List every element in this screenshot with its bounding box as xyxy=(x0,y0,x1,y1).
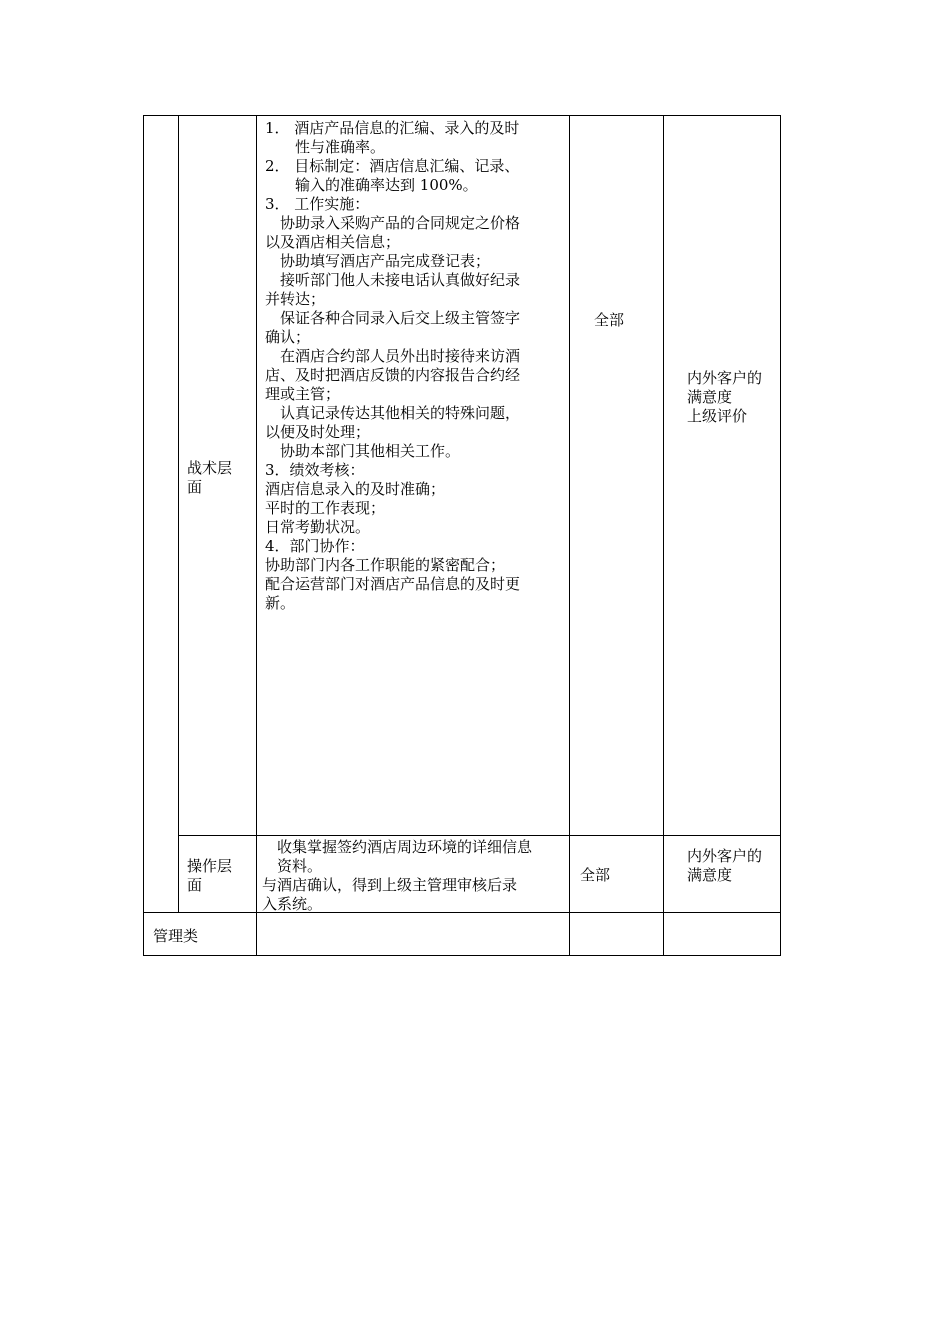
evaluation-line: 上级评价 xyxy=(687,407,748,425)
tactical-label xyxy=(187,459,232,497)
content-line: 以及酒店相关信息； xyxy=(265,233,401,251)
evaluation-line: 内外客户的 xyxy=(687,369,763,387)
col-divider-content-scope xyxy=(569,115,570,956)
content-line: 在酒店合约部人员外出时接待来访酒 xyxy=(265,347,521,365)
content-line: 认真记录传达其他相关的特殊问题， xyxy=(265,404,521,422)
content-line: 接听部门他人未接电话认真做好纪录 xyxy=(265,271,521,289)
content-line: 协助部门内各工作职能的紧密配合； xyxy=(265,556,506,574)
content-line: 3．绩效考核： xyxy=(265,461,365,479)
operational-content xyxy=(262,838,532,914)
content-line: 资料。 xyxy=(262,857,323,875)
content-line: 1． 酒店产品信息的汇编、录入的及时 xyxy=(265,119,520,137)
operational-scope: 全部 xyxy=(580,866,611,884)
evaluation-line: 满意度 xyxy=(687,866,733,884)
content-line: 酒店信息录入的及时准确； xyxy=(265,480,446,498)
content-line: 以便及时处理； xyxy=(265,423,371,441)
content-line: 店、及时把酒店反馈的内容报告合约经 xyxy=(265,366,521,384)
col-divider-scope-evaluation xyxy=(663,115,664,956)
operational-label xyxy=(187,857,232,895)
content-line: 保证各种合同录入后交上级主管签字 xyxy=(265,309,521,327)
operational-label-line: 面 xyxy=(187,876,203,894)
content-line: 收集掌握签约酒店周边环境的详细信息 xyxy=(262,838,533,856)
col-divider-group-sublabel xyxy=(178,115,179,913)
content-line: 平时的工作表现； xyxy=(265,499,386,517)
table-border-left xyxy=(143,115,144,956)
content-line: 日常考勤状况。 xyxy=(265,518,371,536)
content-line: 协助填写酒店产品完成登记表； xyxy=(265,252,491,270)
content-line: 理或主管； xyxy=(265,385,341,403)
content-line: 入系统。 xyxy=(262,895,323,913)
operational-evaluation xyxy=(687,847,762,885)
table-border-bottom xyxy=(143,955,781,956)
tactical-evaluation xyxy=(687,369,762,426)
evaluation-line: 内外客户的 xyxy=(687,847,763,865)
table-border-top xyxy=(143,115,781,116)
content-line: 协助本部门其他相关工作。 xyxy=(265,442,461,460)
table-border-right xyxy=(780,115,781,956)
content-line: 新。 xyxy=(265,594,296,612)
content-line: 输入的准确率达到 100%。 xyxy=(265,176,478,194)
content-line: 与酒店确认，得到上级主管理审核后录 xyxy=(262,876,518,894)
tactical-label-line: 面 xyxy=(187,478,203,496)
tactical-content xyxy=(265,119,520,613)
tactical-label-line: 战术层 xyxy=(187,459,233,477)
col-divider-label-content xyxy=(256,115,257,956)
content-line: 配合运营部门对酒店产品信息的及时更 xyxy=(265,575,521,593)
tactical-scope: 全部 xyxy=(594,311,625,329)
content-line: 确认； xyxy=(265,328,311,346)
management-label: 管理类 xyxy=(153,927,199,945)
content-line: 并转达； xyxy=(265,290,326,308)
content-line: 协助录入采购产品的合同规定之价格 xyxy=(265,214,521,232)
content-line: 3． 工作实施： xyxy=(265,195,370,213)
content-line: 2． 目标制定：酒店信息汇编、记录、 xyxy=(265,157,520,175)
content-line: 性与准确率。 xyxy=(265,138,386,156)
row-divider-tactical-operational xyxy=(178,835,781,836)
operational-label-line: 操作层 xyxy=(187,857,233,875)
evaluation-line: 满意度 xyxy=(687,388,733,406)
content-line: 4．部门协作： xyxy=(265,537,365,555)
